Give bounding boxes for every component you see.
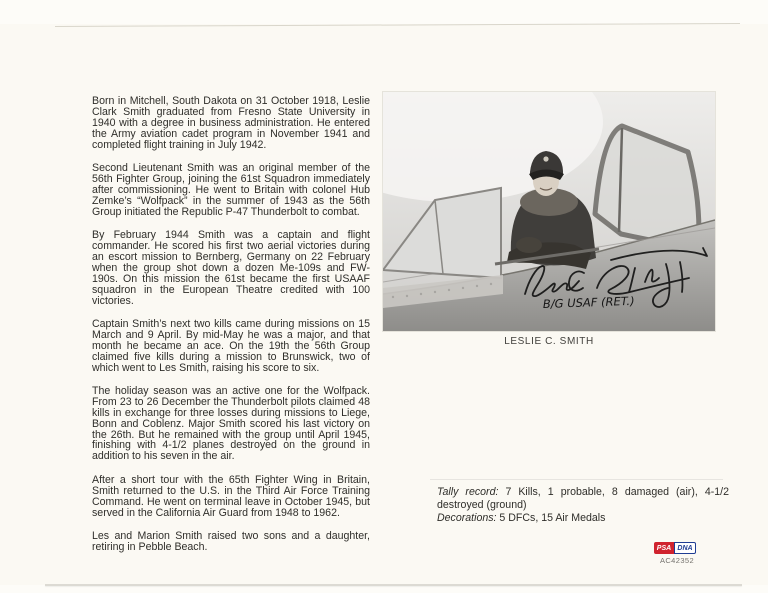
psa-dna-sticker: [654, 542, 700, 565]
decorations-line: [437, 512, 729, 525]
signature-rank-text: B/G USAF (RET.): [542, 293, 635, 311]
bio-paragraph: By February 1944 Smith was a captain and flight commander. He scored his first two aerial victories during an escort mission to Bernberg, Germany on 22 February when the group shot down a dozen Me-109s and FW-190s. On this mission the 61st became the first USAAF squadron in the European Theatre credited with 100 victories.: [92, 229, 370, 307]
tally-record-block: [437, 486, 729, 525]
bio-paragraph: Born in Mitchell, South Dakota on 31 October 1918, Leslie Clark Smith graduated from Fresno State University in 1940 with a degree in business administration. He entered the Army aviation cadet program in November 1941 and completed flight training in July 1942.: [92, 95, 370, 151]
cap-eagle-badge: [543, 156, 548, 161]
tally-record-line: [437, 486, 729, 512]
bio-paragraph: After a short tour with the 65th Fighter Wing in Britain, Smith returned to the U.S. in the Third Air Force Training Command. He went on terminal leave in October 1945, but served in the California Air Guard from 1948 to 1962.: [92, 473, 370, 519]
certification-number: AC42352: [659, 556, 695, 565]
page-bottom-edge: [45, 584, 742, 586]
biography-text-column: [92, 96, 370, 565]
tally-record-value: 7 Kills, 1 probable, 8 damaged (air), 4-1/2 destroyed (ground): [437, 486, 729, 511]
psa-logo-right: DNA: [674, 542, 696, 554]
bio-paragraph: The holiday season was an active one for the Wolfpack. From 23 to 26 December the Thunderbolt pilots claimed 48 kills in exchange for three losses during missions to Liege, Bonn and Coblenz. Major Smith scored his last victory on the 26th. But he remained with the group until April 1945, finishing with 4-1/2 planes destroyed on the ground in addition to his seven in the air.: [92, 384, 370, 463]
bio-paragraph: Les and Marion Smith raised two sons and a daughter, retiring in Pebble Beach.: [92, 529, 370, 553]
photo-caption: LESLIE C. SMITH: [504, 336, 594, 347]
decorations-label: Decorations:: [437, 512, 500, 524]
pilot-hand: [516, 237, 542, 253]
psa-dna-logo: [654, 542, 700, 554]
tally-record-label: Tally record:: [437, 486, 506, 498]
bio-paragraph: Second Lieutenant Smith was an original member of the 56th Fighter Group, joining the 61st Squadron immediately after commissioning. He went to Britain with colonel Hub Zemke’s “Wolfpack” in the summer of 1943 as the 56th Group initiated the Republic P-47 Thunderbolt to combat.: [92, 162, 370, 218]
bio-paragraph: Captain Smith’s next two kills came during missions on 15 March and 9 April. By mid-May he was a major, and that month he became an ace. On the 19th the 56th Group claimed five kills during a mission to Brunswick, two of which went to Les Smith, raising his score to six.: [92, 317, 370, 374]
tally-divider-line: [430, 479, 723, 480]
decorations-value: 5 DFCs, 15 Air Medals: [499, 512, 606, 524]
pilot-photo: [383, 92, 715, 331]
psa-logo-left: PSA: [654, 542, 674, 554]
